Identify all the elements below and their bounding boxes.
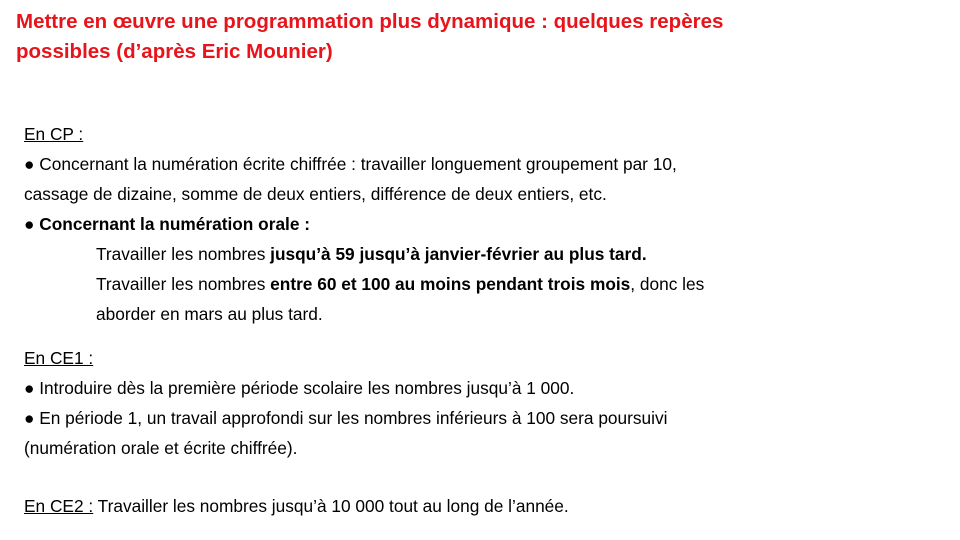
ce1-bullet-2-line-1: ● En période 1, un travail approfondi sur les nombres inférieurs à 100 sera poursuivi — [24, 408, 668, 428]
content-body — [24, 119, 944, 521]
ce2-heading: En CE2 : — [24, 496, 94, 516]
cp-oral-item-2-text: Travailler les nombres — [96, 274, 271, 294]
title-line-1: Mettre en œuvre une programmation plus dynamique : quelques repères — [16, 10, 724, 33]
ce2-line — [24, 491, 944, 521]
ce1-heading: En CE1 : — [24, 348, 94, 368]
ce2-text: Travailler les nombres jusqu’à 10 000 tout au long de l’année. — [93, 496, 569, 516]
section-spacer — [24, 329, 944, 343]
cp-oral-item-2-tail: , donc les — [630, 274, 705, 294]
ce1-bullet-1: ● Introduire dès la première période scolaire les nombres jusqu’à 1 000. — [24, 378, 575, 398]
ce1-bullet-2-line-2: (numération orale et écrite chiffrée). — [24, 438, 298, 458]
cp-bullet-oral: ● Concernant la numération orale : — [24, 214, 311, 234]
cp-oral-item-1-bold: jusqu’à 59 jusqu’à janvier-février au plus tard. — [270, 244, 647, 264]
cp-heading: En CP : — [24, 124, 84, 144]
cp-oral-item-2-line-2: aborder en mars au plus tard. — [96, 304, 323, 324]
cp-oral-item-2-bold: entre 60 et 100 au moins pendant trois mois — [270, 274, 631, 294]
page-title — [16, 7, 946, 67]
cp-bullet-written-line-1: ● Concernant la numération écrite chiffrée : travailler longuement groupement par 10, — [24, 154, 677, 174]
title-line-2: possibles (d’après Eric Mounier) — [16, 40, 333, 63]
section-spacer — [24, 463, 944, 491]
cp-oral-item-1-text: Travailler les nombres — [96, 244, 271, 264]
cp-bullet-written-line-2: cassage de dizaine, somme de deux entiers, différence de deux entiers, etc. — [24, 184, 607, 204]
cp-oral-item-2 — [24, 269, 944, 299]
cp-oral-item-1 — [24, 239, 944, 269]
